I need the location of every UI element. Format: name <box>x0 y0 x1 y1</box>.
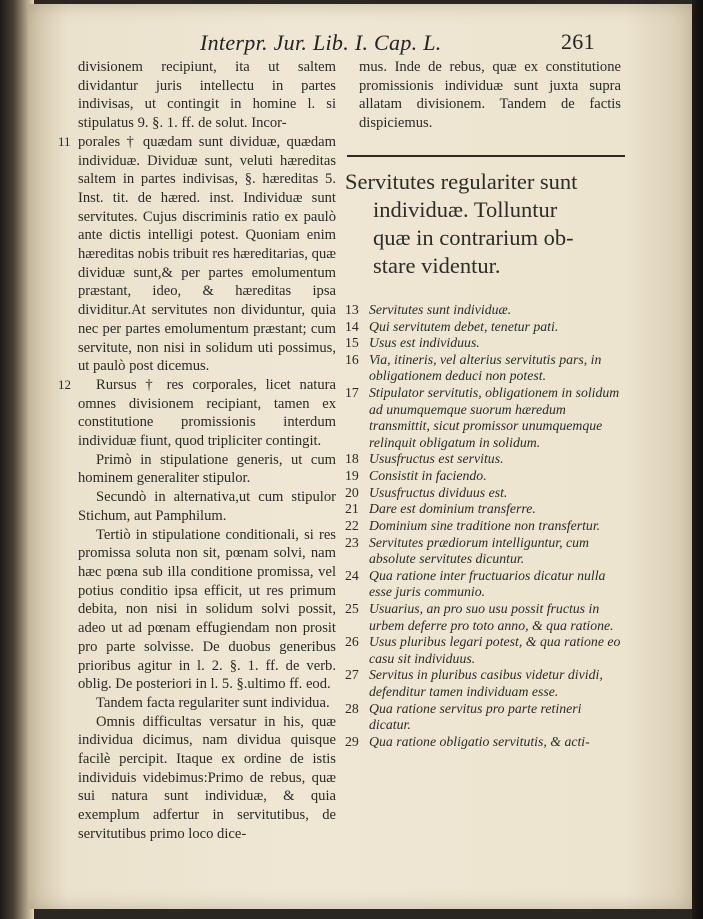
summary-item <box>345 518 621 535</box>
item-number: 25 <box>345 601 359 617</box>
item-number: 21 <box>345 501 359 517</box>
paragraph-text: Secundò in alternativa,ut cum stipulor Stichum, aut Pamphilum. <box>78 489 336 524</box>
item-number: 28 <box>345 700 359 716</box>
summary-item <box>345 501 621 518</box>
item-text: Qua ratione servitus pro parte retineri dicatur. <box>369 700 582 733</box>
left-text-column <box>58 58 336 844</box>
item-number: 29 <box>345 733 359 749</box>
summary-item <box>345 734 621 751</box>
paragraph-text: porales † quædam sunt dividuæ, quædam individuæ. Dividuæ sunt, veluti hæreditas saltem in partes indivisas, §. hæreditas 5. Inst. tit. de hæred. inst. Individuæ sunt servitutes. Cujus discriminis ratio ex paulò ante dictis intelligi potest. Quoniam enim hæreditas nobis tribuit res hæreditarias, quæ dividuæ sunt,& per partes emolumentum præstant, ideo, & hæreditas ipsa dividitur.At servitutes non dividuntur, quia nec per partes emolumentum præstant; cum servitute, non nisi in solidum uti possimus, ut paulò post dicemus. <box>78 133 336 375</box>
summary-item <box>345 319 621 336</box>
paragraph <box>58 133 336 376</box>
summary-item <box>345 451 621 468</box>
item-number: 19 <box>345 467 359 483</box>
item-number: 16 <box>345 351 359 367</box>
item-number: 13 <box>345 301 359 317</box>
item-text: Ususfructus dividuus est. <box>369 484 508 500</box>
running-title: Interpr. Jur. Lib. I. Cap. L. <box>200 30 442 55</box>
item-text: Qua ratione obligatio servitutis, & acti- <box>369 733 590 749</box>
right-text-column <box>345 58 621 751</box>
item-number: 24 <box>345 567 359 583</box>
item-text: Consistit in faciendo. <box>369 467 487 483</box>
summary-item <box>345 468 621 485</box>
paragraph-text: Omnis difficultas versatur in his, quæ individua dicimus, nam dividua quisque facilè percipit. Itaque ex ordine de istis individuis videbimus:Primo de rebus, quæ sui natura sunt individuæ, & quia exemplum adfertur in servitutibus, de servitutibus primo loco dice- <box>78 713 336 842</box>
summary-item <box>345 485 621 502</box>
summary-item <box>345 601 621 634</box>
margin-number: 11 <box>58 133 71 149</box>
summary-item <box>345 335 621 352</box>
paragraph <box>78 451 336 488</box>
summary-item <box>345 535 621 568</box>
item-number: 20 <box>345 484 359 500</box>
item-text: Usuarius, an pro suo usu possit fructus in urbem deferre pro toto anno, & qua ratione. <box>369 601 614 633</box>
summary-item <box>345 568 621 601</box>
summary-item <box>345 701 621 734</box>
paragraph <box>78 694 336 713</box>
section-title-line: Servitutes regulariter sunt <box>345 168 578 194</box>
section-title-line: quæ in contrarium ob- <box>373 224 574 250</box>
section-rule <box>347 155 625 157</box>
paragraph-text: Tertiò in stipulatione conditionali, si res promissa soluta non sit, pœnam solvi, nam hæc pœna sub illa conditione promissa, vel potius conditio ipsa efficit, ut res primum debita, non nisi in solidum solvi possit, adeo ut ad pœnam effugiendam non prosit pro parte solvisse. De duobus generibus prioribus agitur in l. 2. §. 1. ff. de verb. oblig. De posteriori in l. 5. §.ultimo ff. eod. <box>78 526 336 693</box>
paragraph <box>78 58 336 133</box>
paragraph-text: Tandem facta regulariter sunt individua. <box>96 694 330 711</box>
item-text: Qui servitutem debet, tenetur pati. <box>369 318 559 334</box>
summary-item <box>345 385 621 451</box>
item-number: 15 <box>345 335 359 351</box>
paragraph <box>78 488 336 525</box>
item-text: Servitus in pluribus casibus videtur dividi, defenditur tamen individuam esse. <box>369 667 603 699</box>
summary-item <box>345 302 621 319</box>
item-number: 14 <box>345 318 359 334</box>
paragraph-text: Primò in stipulatione generis, ut cum hominem generaliter stipulor. <box>78 451 336 487</box>
item-number: 26 <box>345 634 359 650</box>
running-header <box>200 30 620 58</box>
item-text: Ususfructus est servitus. <box>369 451 504 467</box>
item-text: Via, itineris, vel alterius servitutis pars, in obligationem deduci non potest. <box>369 351 602 384</box>
page-edge-shadow <box>692 0 703 919</box>
paragraph <box>78 526 336 694</box>
section-title <box>345 168 621 280</box>
item-text: Dominium sine traditione non transfertur. <box>369 518 601 533</box>
item-number: 23 <box>345 534 359 550</box>
item-number: 17 <box>345 385 359 401</box>
paragraph <box>78 713 336 844</box>
intro-paragraph: mus. Inde de rebus, quæ ex constitutione promissionis individuæ sunt juxta supra allatam divisionem. Tandem de factis dispiciemus. <box>359 59 621 132</box>
item-text: Stipulator servitutis, obligationem in solidum ad unumquemque suorum hæredum transmittit, sicut promissor unumquemque relinquit obligatum in solidum. <box>369 385 620 450</box>
item-number: 18 <box>345 451 359 467</box>
item-text: Dare est dominium transferre. <box>369 501 536 517</box>
section-title-line: stare videntur. <box>373 252 501 278</box>
summary-item <box>345 352 621 385</box>
summary-item <box>345 667 621 700</box>
paragraph-text: divisionem recipiunt, ita ut saltem dividantur juris intellectu in partes indivisas, ut contingit in homine l. si stipulatus 9. §. 1. ff. de solut. Incor- <box>78 59 336 132</box>
item-number: 27 <box>345 667 359 683</box>
section-title-line: individuæ. Tolluntur <box>373 196 558 222</box>
item-text: Servitutes prædiorum intelliguntur, cum absolute servitutes dicuntur. <box>369 534 589 567</box>
margin-number: 12 <box>58 376 71 392</box>
summary-list <box>345 302 621 751</box>
page-number: 261 <box>561 29 595 54</box>
item-text: Qua ratione inter fructuarios dicatur nulla esse juris communio. <box>369 567 606 600</box>
paragraph <box>58 376 336 451</box>
summary-item <box>345 634 621 667</box>
item-text: Usus est individuus. <box>369 335 480 351</box>
paragraph-text: Rursus † res corporales, licet natura omnes divisionem recipiant, tamen ex constitutione promissionis interdum individuæ fiunt, quod tripliciter contingit. <box>78 376 336 450</box>
item-number: 22 <box>345 518 359 533</box>
item-text: Servitutes sunt individuæ. <box>369 301 512 317</box>
item-text: Usus pluribus legari potest, & qua ratione eo casu sit individuus. <box>369 634 621 666</box>
